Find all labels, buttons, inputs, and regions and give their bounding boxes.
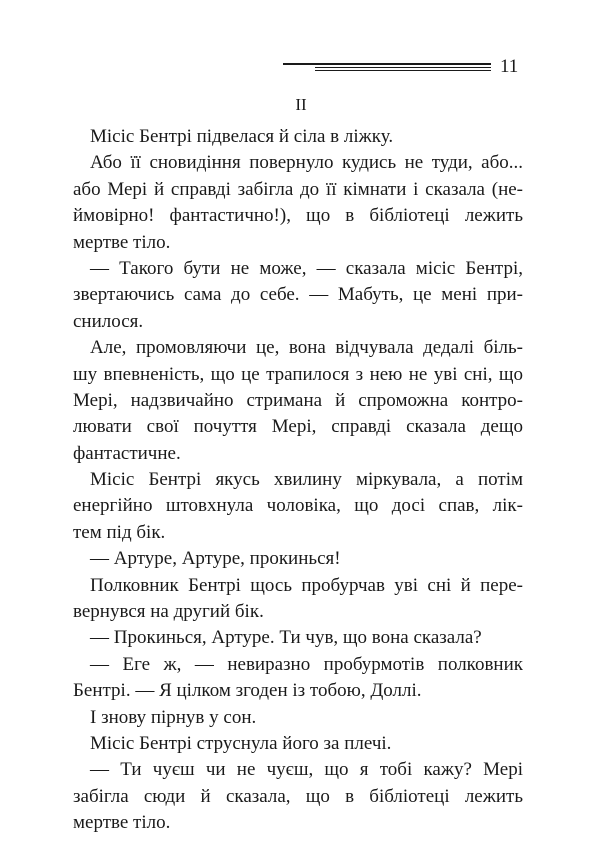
text-line: — Ти чуєш чи не чуєш, що я тобі кажу? Мері: [90, 759, 523, 781]
text-line: Мері, надзвичайно стримана й спроможна контро-: [73, 389, 523, 411]
text-line: звертаючись сама до себе. — Мабуть, це мені при-: [73, 284, 523, 306]
text-line: Але, промовляючи це, вона відчувала дедалі біль-: [90, 337, 523, 359]
header-rule-thin: [315, 67, 491, 68]
text-line: лювати свої почуття Мері, справді сказала дещо: [73, 416, 523, 438]
text-line: забігла сюди й сказала, що в бібліотеці лежить: [73, 785, 523, 807]
text-line: — Прокинься, Артуре. Ти чув, що вона сказала?: [90, 627, 482, 649]
text-line: — Артуре, Артуре, прокинься!: [90, 548, 341, 570]
header-rule: [283, 63, 491, 73]
text-line: або Мері й справді забігла до її кімнати і сказала (не-: [73, 178, 523, 200]
text-line: вернувся на другий бік.: [73, 601, 264, 623]
text-line: — Такого бути не може, — сказала місіс Бентрі,: [90, 257, 523, 279]
running-header: [0, 0, 600, 90]
text-line: Або її сновидіння повернуло кудись не туди, або...: [90, 152, 523, 174]
text-line: І знову пірнув у сон.: [90, 706, 257, 728]
text-line: тем під бік.: [73, 521, 166, 543]
text-line: ймовірно! фантастично!), що в бібліотеці лежить: [73, 205, 523, 227]
text-line: Місіс Бентрі струснула його за плечі.: [90, 732, 392, 754]
text-line: — Еге ж, — невиразно пробурмотів полковник: [90, 653, 523, 675]
header-rule-thin: [315, 70, 491, 71]
text-line: фантастичне.: [73, 442, 181, 464]
text-line: снилося.: [73, 310, 144, 332]
header-rule-thick: [283, 63, 491, 65]
text-line: мертве тіло.: [73, 812, 171, 834]
body-text: [73, 124, 523, 837]
text-line: енергійно штовхнула чоловіка, що досі спав, лік-: [73, 495, 523, 517]
text-line: мертве тіло.: [73, 231, 171, 253]
text-line: Бентрі. — Я цілком згоден із тобою, Доллі.: [73, 680, 422, 702]
text-line: Місіс Бентрі якусь хвилину міркувала, а потім: [90, 469, 523, 491]
text-line: шу впевненість, що це трапилося з нею не уві сні, що: [73, 363, 523, 385]
page-number: 11: [500, 56, 519, 77]
text-line: Місіс Бентрі підвелася й сіла в ліжку.: [90, 126, 394, 147]
chapter-number: II: [295, 95, 307, 114]
text-line: Полковник Бентрі щось пробурчав уві сні й пере-: [90, 574, 523, 596]
